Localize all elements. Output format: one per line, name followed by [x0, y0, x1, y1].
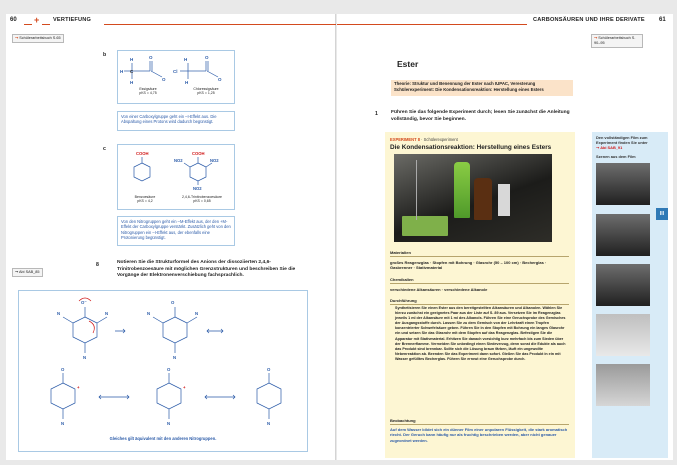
- atom-o: O: [267, 367, 271, 372]
- group-no2: NO2: [193, 186, 202, 191]
- chemicals-heading: Chemikalien: [390, 277, 414, 282]
- film-note: Den vollständigen Film zum Experiment finden Sie unter: [596, 135, 648, 145]
- materials-heading: Materialien: [390, 250, 411, 255]
- procedure-text: Synthetisieren Sie einen Ester aus den bereitgestellten Alkansäuren und Alkanolen. Wählen Sie hierzu zunächst ein geeignetes Paar aus der Liste auf S. 89 aus. Versetzen Sie im Reagenzglas jeweils 1 ml der Alkansäure mit 1 ml des Alkanols. Führen Sie eine Geruchsprobe des Gemisches der Ausgangsstoffe durch. Lassen Sie zu dem Gemisch von der Lehrkraft einen Tropfen konzentrierter Schwefelsäure geben. Führen Sie in den Stopfen mit Bohrung ein langes Glasrohr ein und setzen Sie das Glasrohr mit dem Stopfen auf das Reagenzglas. Befestigen Sie die Apparatur mit Stativmaterial. Erhitzen Sie danach vorsichtig kurz mehrfach bis zum Sieden über der Brennerflamme. Vermeiden Sie unbedingt einen Siedeverzug, denn sonst die Edukte als auch das Produkt sind brennbar. Sollte sich die Lösung braun färben, läuft ein ungewollte Nebenreaktion ab. Beenden Sie das Experiment dann sofort. Gießen Sie das Produkt in ein mit Wasser gefülltes Becherglas. Führen Sie erneut eine Geruchsprobe durch.: [395, 306, 566, 361]
- task-c-label: c: [103, 146, 106, 152]
- left-running-head: VERTIEFUNG: [53, 17, 92, 23]
- atom-h: H: [184, 57, 188, 62]
- atom-n: N: [105, 311, 109, 316]
- resonance-structures: [19, 291, 307, 431]
- task-8-number: 8: [96, 262, 99, 268]
- section-rule: [390, 424, 569, 425]
- film-scene-thumbnail[interactable]: [596, 163, 650, 205]
- group-cooh: COOH: [136, 151, 149, 156]
- atom-o: O: [205, 55, 209, 60]
- materials-text: großes Reagenzglas · Stopfen mit Bohrung · Glasrohr (50 – 100 cm) · Becherglas · Gasbrenner · Stativmaterial: [390, 260, 547, 271]
- atom-o: O: [162, 77, 166, 82]
- section-title: Ester: [397, 59, 419, 69]
- film-scene-thumbnail[interactable]: [596, 364, 650, 406]
- group-no2: NO2: [174, 158, 183, 163]
- atom-o: O: [149, 55, 153, 60]
- left-page-number: 60: [10, 17, 17, 23]
- section-rule: [390, 304, 569, 305]
- workbook-reference-label: Schülerarbeitsbuch S. 90–95: [594, 36, 636, 45]
- molecule-caption-trinitrobenzoesaeure: 2,4,6-Trinitrobenzoesäure pKS = 0,65: [182, 195, 222, 204]
- experiment-label: EXPERIMENT 8 · Schülerexperiment: [390, 137, 458, 142]
- header-rule: [337, 24, 527, 25]
- chapter-marker: III: [656, 208, 668, 220]
- film-sidebar: [592, 132, 668, 458]
- task-8-text: Notieren Sie die Strukturformel des Anions der dissoziierten 2,4,6-Trinitrobenzoesäure mit möglichen Grenzstrukturen und beschreiben Sie die Vorgänge der Elektronenverschiebung fachsprachlich.: [117, 260, 296, 279]
- group-no2: NO2: [210, 158, 219, 163]
- atom-n: N: [57, 311, 61, 316]
- charge-plus: +: [77, 385, 80, 390]
- workbook-reference-label: Schülerarbeitsbuch S.65: [19, 36, 61, 40]
- procedure-heading: Durchführung: [390, 298, 417, 303]
- task-1-number: 1: [375, 111, 378, 117]
- atom-n: N: [61, 421, 65, 426]
- workbook-reference[interactable]: [591, 34, 643, 48]
- right-page-number: 61: [659, 17, 666, 23]
- atom-o: O: [167, 367, 171, 372]
- theory-box: [391, 80, 573, 96]
- group-cooh: COOH: [192, 151, 205, 156]
- atom-n: N: [267, 421, 271, 426]
- atom-o-minus: O⁻: [81, 300, 87, 305]
- experiment-title: Die Kondensationsreaktion: Herstellung eines Esters: [390, 144, 552, 151]
- task-1-text: Führen Sie das folgende Experiment durch; lesen Sie zunächst die Anleitung vollständig, bevor Sie beginnen.: [391, 110, 570, 122]
- atom-h: H: [185, 80, 189, 85]
- atom-o: O: [171, 300, 175, 305]
- task-c-answer: Von den Nitrogruppen geht ein –M-Effekt aus, der den +M-Effekt der Carboxylgruppe verstärkt. Zusätzlich geht von den Nitrogruppen ein –I-Effekt aus, der ebenfalls eine Protonierung begünstigt.: [117, 216, 235, 246]
- abi-reference[interactable]: [12, 268, 43, 277]
- right-running-head: CARBONSÄUREN UND IHRE DERIVATE: [533, 17, 645, 23]
- arrow-icon: ➞: [15, 36, 19, 40]
- atom-o: O: [61, 367, 65, 372]
- header-rule: [42, 24, 50, 25]
- atom-h: H: [130, 57, 134, 62]
- atom-cl: Cl: [173, 69, 178, 74]
- atom-h: H: [120, 69, 124, 74]
- header-rule: [104, 24, 336, 25]
- header-rule: [24, 24, 32, 25]
- molecule-caption-benzoesaeure: Benzoesäure pKS = 4,2: [134, 195, 156, 204]
- task-b-answer: Von einer Carboxylgruppe geht ein –I-Effekt aus. Die Abspaltung eines Protons wird dadurch begünstigt.: [117, 111, 235, 131]
- left-page: [6, 14, 336, 460]
- film-scene-thumbnail[interactable]: [596, 214, 650, 256]
- atom-n: N: [83, 355, 87, 360]
- acid-structures-c: [118, 145, 234, 191]
- observation-text: Auf dem Wasser bildet sich ein dünner Film einer unpolaren Flüssigkeit, die stark aromatisch riecht. Der Geruch kann häufig nur als fruchtig beschrieben werden, aber nicht genauer zugeordnet werden.: [390, 427, 568, 443]
- abi-reference-label: ➞ Abi SAB_85: [15, 270, 40, 274]
- atom-c: C: [130, 69, 134, 74]
- film-scene-thumbnail[interactable]: [596, 314, 650, 356]
- film-scene-thumbnail[interactable]: [596, 264, 650, 306]
- task-b-label: b: [103, 52, 107, 58]
- molecule-caption-chloressigsaeure: Chloressigsäure pKS = 1,25: [193, 87, 219, 96]
- chemicals-text: verschiedene Alkansäuren · verschiedene Alkanole: [390, 287, 488, 292]
- workbook-reference[interactable]: [12, 34, 64, 43]
- molecule-caption-essigsaeure: Essigsäure pKS = 4,75: [139, 87, 157, 96]
- observation-heading: Beobachtung: [390, 418, 416, 423]
- task-b-molecule-box: [117, 50, 235, 104]
- resonance-caption: Gleiches gilt äquivalent mit den anderen Nitrogruppen.: [109, 436, 217, 441]
- section-rule: [390, 283, 569, 284]
- charge-plus: +: [183, 385, 186, 390]
- plus-icon: +: [34, 15, 40, 25]
- right-page: [337, 14, 673, 460]
- atom-n: N: [173, 355, 177, 360]
- atom-n: N: [147, 311, 151, 316]
- atom-n: N: [195, 311, 199, 316]
- experiment-photo: [394, 154, 552, 242]
- arrow-icon: ➞: [594, 36, 598, 40]
- atom-o: O: [218, 77, 222, 82]
- resonance-structures-box: [18, 290, 308, 452]
- atom-h: H: [130, 80, 134, 85]
- section-rule: [390, 256, 569, 257]
- film-scenes-label: Szenen aus dem Film: [596, 154, 636, 159]
- theory-line: Theorie: Struktur und Benennung der Ester nach IUPAC, Veresterung: [394, 81, 536, 86]
- film-reference[interactable]: ➞ Abi SAB_91: [596, 145, 623, 150]
- theory-line: Schülerexperiment: Die Kondensationsreaktion: Herstellung eines Esters: [394, 87, 544, 93]
- atom-n: N: [167, 421, 171, 426]
- experiment-box: [385, 132, 575, 458]
